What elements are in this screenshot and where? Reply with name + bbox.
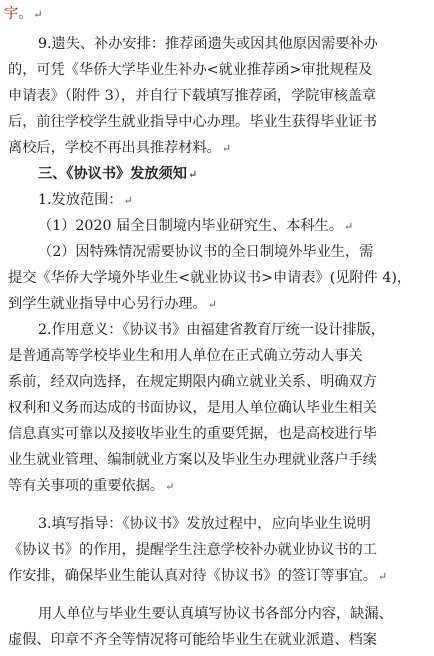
text-line: 申请表》（附件 3），并自行下载填写推荐函，学院审核盖章: [8, 88, 377, 104]
paragraph-mark: ↵: [221, 142, 232, 155]
text-line: 离校后，学校不再出具推荐材料。↵: [8, 140, 232, 156]
text-line: 权利和义务而达成的书面协议，是用人单位确认毕业生相关: [8, 400, 377, 416]
text-line: 1.发放范围：↵: [38, 192, 133, 208]
text-line: 信息真实可靠以及接收毕业生的重要凭据，也是高校进行毕: [8, 426, 377, 442]
text-line: 用人单位与毕业生要认真填写协议书各部分内容，缺漏、: [38, 606, 393, 622]
text-line: 系前，经双向选择，在规定期限内确立就业关系、明确双方: [8, 374, 377, 390]
text-line: 的，可凭《华侨大学毕业生补办<就业推荐函>审批规程及: [8, 62, 373, 78]
text-line: 到学生就业指导中心另行办理。↵: [8, 296, 217, 312]
section-heading: 三、《协议书》发放须知↵: [38, 166, 198, 182]
text-line: 9.遗失、补办安排：推荐函遗失或因其他原因需要补办: [38, 36, 378, 52]
text-line: （2）因特殊情况需要协议书的全日制境外毕业生，需: [38, 244, 374, 260]
text-line: 提交《华侨大学境外毕业生<就业协议书>申请表》(见附件 4)，: [8, 270, 412, 286]
text-line: 3.填写指导：《协议书》发放过程中，应向毕业生说明: [38, 516, 371, 532]
paragraph-mark: ↵: [207, 298, 217, 311]
text-line: 2.作用意义：《协议书》由福建省教育厅统一设计排版，: [38, 322, 385, 338]
text-line: 后，前往学校学生就业指导中心办理。毕业生获得毕业证书: [8, 114, 377, 130]
text-line: 《协议书》的作用，提醒学生注意学校补办就业协议书的工: [8, 542, 377, 558]
text-line: （1）2020 届全日制境内毕业研究生、本科生。↵: [38, 218, 354, 234]
text-line: 业生就业管理、编制就业方案以及毕业生办理就业落户手续: [8, 452, 377, 468]
paragraph-mark: ↵: [187, 168, 198, 181]
text-line: 宇。↵: [4, 6, 43, 22]
paragraph-mark: ↵: [377, 570, 388, 583]
paragraph-mark: ↵: [344, 220, 354, 233]
paragraph-mark: ↵: [123, 194, 133, 207]
text-line: 是普通高等学校毕业生和用人单位在正式确立劳动人事关: [8, 348, 363, 364]
text-line: 作安排，确保毕业生能认真对待《协议书》的签订等事宜。↵: [8, 568, 388, 584]
paragraph-mark: ↵: [165, 480, 175, 493]
paragraph-mark: ↵: [33, 8, 43, 21]
text-line: 虚假、印章不齐全等情况将可能给毕业生在就业派遣、档案: [8, 632, 377, 648]
text-line: 等有关事项的重要依据。↵: [8, 478, 175, 494]
